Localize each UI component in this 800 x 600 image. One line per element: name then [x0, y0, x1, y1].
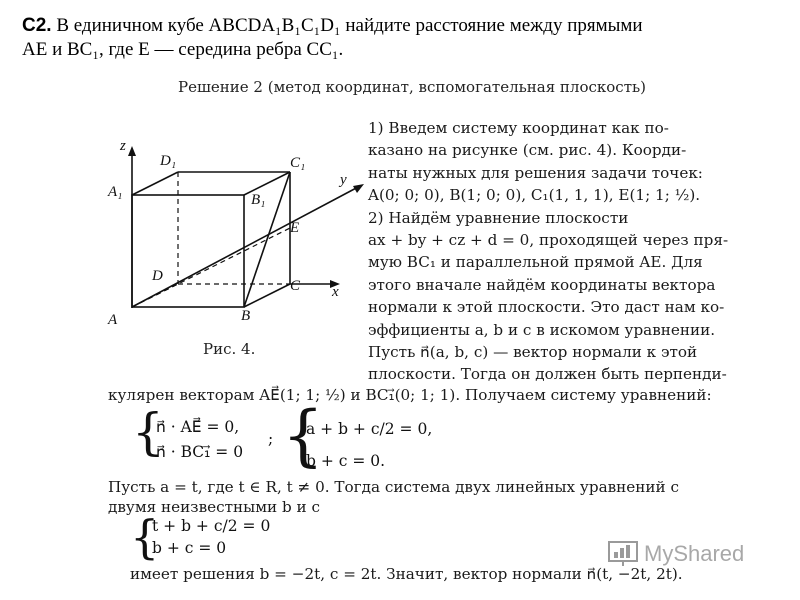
full-width-line: кулярен векторам AE⃗(1; 1; ½) и BC₁⃗(0; 1; 1). Получаем систему уравнений:: [108, 386, 712, 404]
label-a: A: [108, 312, 118, 328]
label-d1: D₁: [160, 153, 177, 169]
text-line: 1) Введем систему координат как по-: [368, 119, 669, 137]
text-line: A(0; 0; 0), B(1; 0; 0), C₁(1, 1, 1), E(1; 1; ½).: [368, 186, 701, 205]
task-line-1: В единичном кубе ABCDA₁B₁C₁D₁ найдите расстояние между прямыми: [56, 15, 643, 36]
watermark-text: MyShared: [644, 541, 745, 566]
brace-system-3: {: [130, 510, 160, 564]
task-label: C2.: [22, 15, 52, 36]
front-face: [132, 195, 244, 307]
label-a1: A₁: [108, 184, 123, 200]
watermark-logo: [606, 538, 640, 572]
text-line: 2) Найдём уравнение плоскости: [368, 208, 629, 227]
label-c: C: [290, 278, 301, 294]
system-separator: ;: [268, 430, 274, 448]
label-b: B: [241, 308, 251, 324]
y-axis: [132, 186, 360, 307]
text-line: Пусть n⃗(a, b, c) — вектор нормали к этой: [368, 343, 698, 362]
system-3-eq-2: b + c = 0: [152, 539, 227, 557]
text-line: эффициенты a, b и c в искомом уравнении.: [368, 320, 716, 339]
label-c1: C₁: [290, 155, 306, 171]
text-line: этого вначале найдём координаты вектора: [368, 275, 716, 294]
para-line-2: двумя неизвестными b и c: [108, 498, 321, 516]
right-column: [368, 117, 728, 386]
presentation-icon: [606, 538, 640, 568]
system-2-eq-1: a + b + c/2 = 0,: [306, 420, 433, 438]
label-e: E: [290, 220, 300, 236]
label-x: x: [332, 284, 339, 300]
solution-title: Решение 2 (метод координат, вспомогательная плоскость): [178, 78, 647, 96]
system-1-eq-1: n⃗ · AE⃗ = 0,: [156, 418, 240, 436]
label-d: D: [152, 268, 163, 284]
label-y: y: [340, 172, 347, 188]
text-line: казано на рисунке (см. рис. 4). Коорди-: [368, 141, 687, 160]
text-line: наты нужных для решения задачи точек:: [368, 163, 703, 182]
last-line: имеет решения b = −2t, c = 2t. Значит, вектор нормали n⃗(t, −2t, 2t).: [130, 565, 683, 583]
system-2-eq-2: b + c = 0.: [306, 452, 386, 470]
task-line-2: AE и BC₁, где E — середина ребра CC₁.: [22, 39, 344, 60]
text-line: плоскости. Тогда он должен быть перпенди-: [368, 365, 727, 384]
figure-caption: Рис. 4.: [203, 340, 256, 358]
system-1-eq-2: n⃗ · BC₁⃗ = 0: [156, 443, 244, 461]
para-line-1: Пусть a = t, где t ∈ R, t ≠ 0. Тогда система двух линейных уравнений с: [108, 478, 679, 496]
text-line: нормали к этой плоскости. Это даст нам ко-: [368, 298, 725, 317]
text-line: ax + by + cz + d = 0, проходящей через пря-: [368, 231, 729, 250]
label-z: z: [120, 138, 126, 154]
text-line: мую BC₁ и параллельной прямой AE. Для: [368, 253, 703, 272]
label-b1: B₁: [251, 192, 266, 208]
brace-system-1: {: [132, 403, 164, 461]
brace-system-2: {: [282, 397, 324, 474]
system-3-eq-1: t + b + c/2 = 0: [152, 517, 271, 535]
